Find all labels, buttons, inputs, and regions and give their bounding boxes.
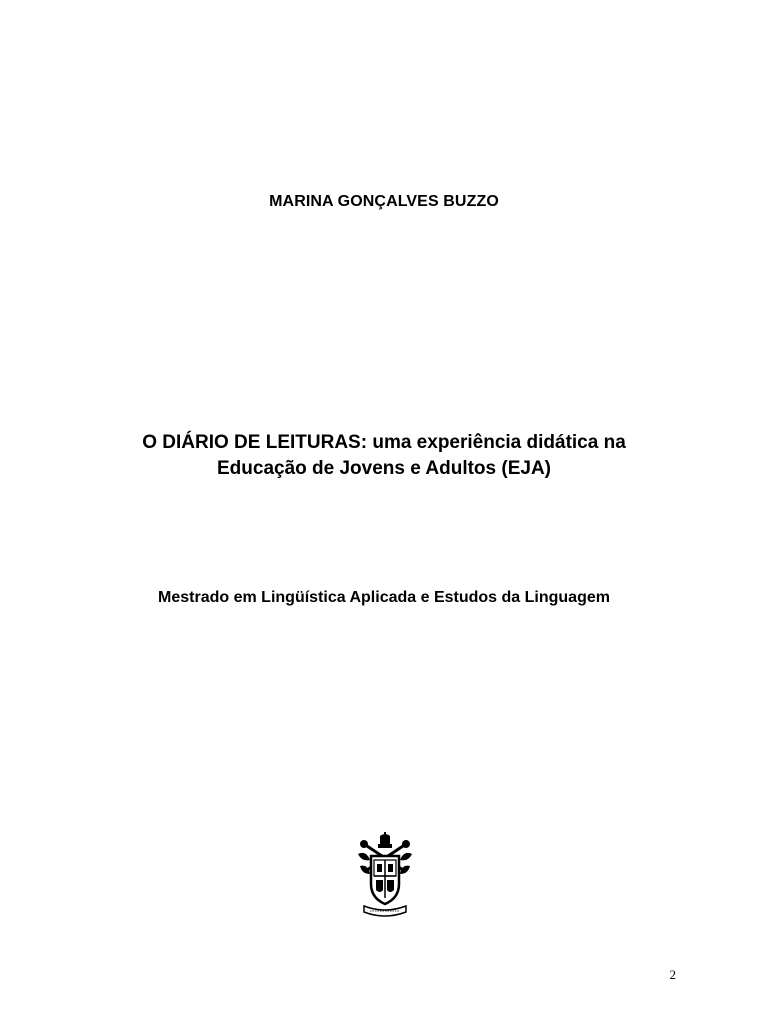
program-name: Mestrado em Lingüística Aplicada e Estudos da Linguagem [158,589,610,606]
dissertation-title [0,430,768,482]
author-name: MARINA GONÇALVES BUZZO [269,193,499,210]
title-line-2: Educação de Jovens e Adultos (EJA) [217,458,551,479]
page-number: 2 [669,967,676,982]
university-coat-of-arms-icon [356,832,414,920]
title-line-1: O DIÁRIO DE LEITURAS: uma experiência didática na [142,432,626,453]
